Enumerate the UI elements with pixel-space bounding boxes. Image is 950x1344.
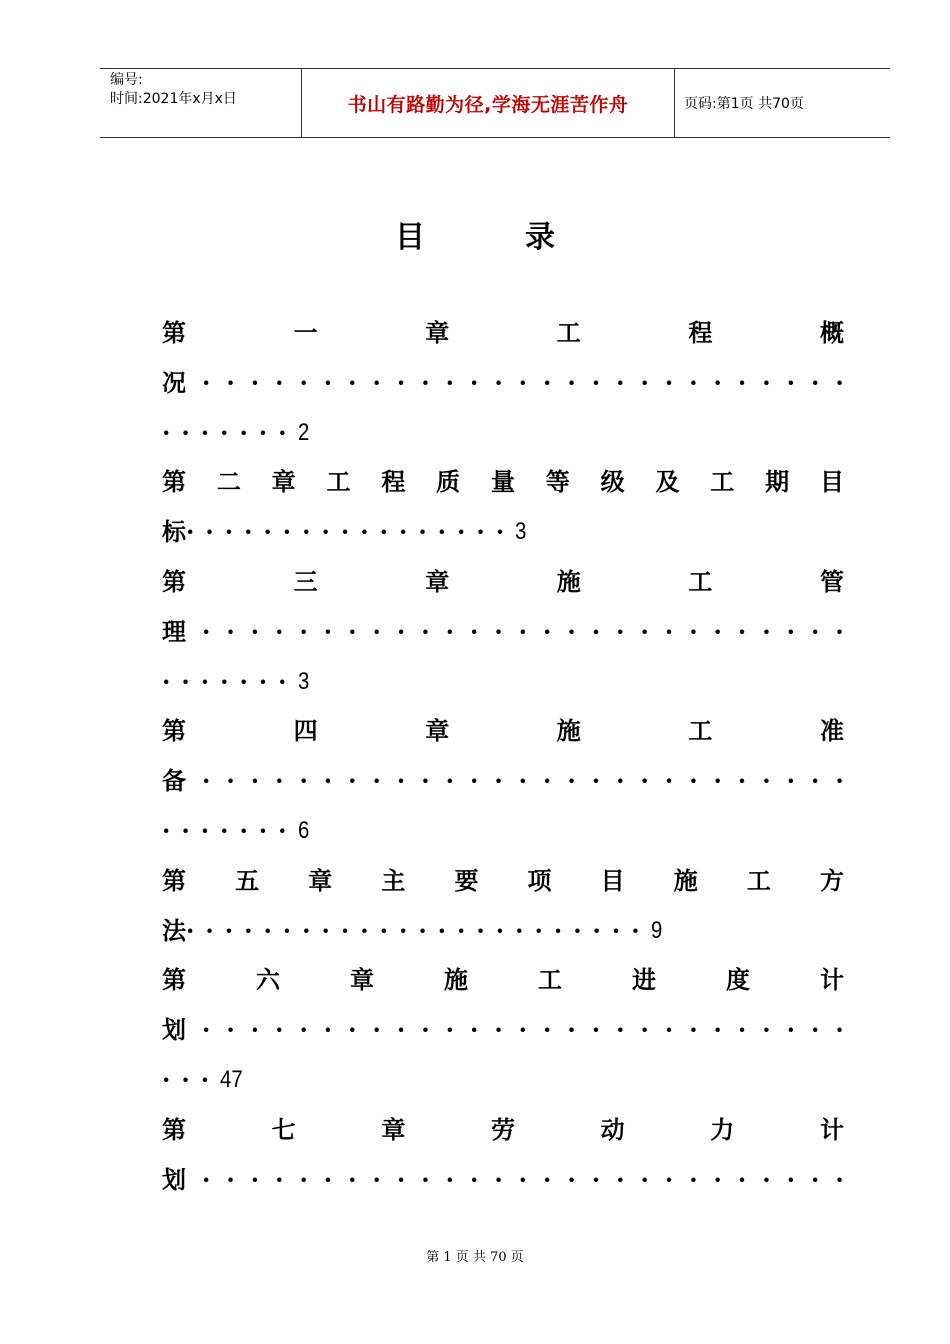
leader-dot: ·	[553, 916, 563, 945]
leader-dot: ·	[713, 1015, 722, 1044]
toc-page-number: 9	[650, 917, 662, 944]
leader-dot: ·	[226, 617, 235, 646]
leader-dot: ·	[437, 916, 447, 945]
leader-dot: ·	[258, 418, 268, 447]
leader-dot: ·	[244, 916, 253, 945]
leader-dot: ·	[282, 517, 292, 546]
leader-dot: ·	[457, 517, 466, 546]
toc-entry-char: 准	[819, 716, 844, 745]
leader-dot: ·	[162, 816, 171, 845]
leader-dot: ·	[379, 916, 388, 945]
leader-dot: ·	[372, 617, 381, 646]
toc-entry-char: 劳	[490, 1115, 515, 1144]
leader-dot: ·	[762, 1165, 771, 1194]
leader-dot: ·	[810, 766, 820, 795]
header-page-info: 页码:第1页 共70页	[684, 96, 804, 112]
toc-entry-char: 方	[819, 866, 844, 895]
leader-dot: ·	[202, 1165, 211, 1194]
leader-dot: ·	[591, 368, 601, 397]
leader-dot: ·	[494, 1165, 503, 1194]
toc-entry-char: 工	[688, 716, 713, 745]
leader-dot: ·	[181, 816, 190, 845]
leader-dot: ·	[348, 766, 357, 795]
toc-entry-1-page-line[interactable]	[162, 418, 844, 448]
leader-dot: ·	[421, 1165, 430, 1194]
toc-entry-char: 施	[444, 965, 468, 994]
toc-entry-char: 二	[216, 467, 241, 496]
leader-dot: ·	[786, 1165, 795, 1194]
leader-dot: ·	[664, 1015, 674, 1044]
leader-dot: ·	[162, 667, 171, 696]
leader-dot: ·	[181, 418, 190, 447]
leader-dot: ·	[250, 1165, 260, 1194]
leader-dot: ·	[689, 1165, 698, 1194]
leader-dot: ·	[640, 617, 649, 646]
toc-entry-char: 七	[271, 1115, 296, 1144]
leader-dot: ·	[396, 1165, 406, 1194]
leader-dot: ·	[418, 916, 427, 945]
toc-entry-char: 度	[726, 965, 750, 994]
leader-dot: ·	[543, 617, 552, 646]
leader-dot: ·	[534, 916, 543, 945]
leader-dot: ·	[239, 418, 248, 447]
leader-dot: ·	[476, 916, 485, 945]
leader-dot: ·	[515, 916, 524, 945]
leader-dot: ·	[494, 1015, 503, 1044]
leader-dot: ·	[348, 1165, 357, 1194]
leader-dot: ·	[810, 617, 820, 646]
toc-entry-char: 第	[162, 318, 186, 347]
leader-dot: ·	[469, 766, 479, 795]
toc-entry-char: 第	[162, 965, 186, 994]
toc-entry-char: 施	[556, 567, 581, 596]
leader-dot: ·	[220, 667, 229, 696]
toc-entry-2-leader-line[interactable]	[162, 517, 844, 547]
leader-dot: ·	[226, 1015, 235, 1044]
leader-dot: ·	[239, 667, 248, 696]
leader-dot: ·	[302, 517, 311, 546]
leader-dot: ·	[543, 368, 552, 397]
toc-entry-7-title-line[interactable]	[162, 1115, 844, 1145]
leader-dot: ·	[469, 1165, 479, 1194]
toc-entry-char: 工	[746, 866, 771, 895]
leader-dot: ·	[396, 368, 406, 397]
toc-entry-char: 施	[673, 866, 698, 895]
leader-dot: ·	[278, 418, 287, 447]
toc-entry-char: 况	[162, 368, 186, 397]
leader-dot: ·	[543, 1165, 552, 1194]
leader-dot: ·	[421, 1015, 430, 1044]
leader-dot: ·	[205, 517, 214, 546]
leader-dot: ·	[226, 1165, 235, 1194]
toc-entry-char: 理	[162, 617, 186, 646]
leader-dot: ·	[611, 916, 621, 945]
leader-dot: ·	[258, 667, 268, 696]
toc-entry-char: 等	[545, 467, 570, 496]
toc-entry-char: 工	[688, 567, 713, 596]
toc-entry-4-leader-line[interactable]	[162, 766, 844, 796]
leader-dot: ·	[202, 368, 211, 397]
leader-dot: ·	[202, 1015, 211, 1044]
toc-entry-2-title-line[interactable]	[162, 467, 844, 497]
leader-dot: ·	[275, 617, 284, 646]
leader-dot: ·	[340, 517, 350, 546]
leader-dot: ·	[810, 368, 820, 397]
leader-dot: ·	[398, 916, 408, 945]
leader-dot: ·	[640, 1165, 649, 1194]
leader-dot: ·	[616, 766, 625, 795]
leader-dot: ·	[340, 916, 350, 945]
page-footer: 第 1 页 共 70 页	[426, 1250, 524, 1265]
leader-dot: ·	[543, 1015, 552, 1044]
leader-dot: ·	[737, 617, 747, 646]
leader-dot: ·	[737, 1015, 747, 1044]
toc-entry-char: 章	[425, 318, 450, 347]
toc-entry-1-title-line[interactable]	[162, 318, 844, 348]
leader-dot: ·	[640, 766, 649, 795]
leader-dot: ·	[469, 368, 479, 397]
toc-entry-char: 管	[819, 567, 844, 596]
leader-dot: ·	[299, 1165, 308, 1194]
toc-entry-1-leader-line[interactable]	[162, 368, 844, 398]
leader-dot: ·	[835, 1165, 844, 1194]
leader-dot: ·	[418, 517, 427, 546]
toc-entry-6-page-line[interactable]	[162, 1065, 844, 1095]
leader-dot: ·	[220, 816, 229, 845]
toc-entry-char: 工	[326, 467, 351, 496]
leader-dot: ·	[616, 617, 625, 646]
leader-dot: ·	[786, 1015, 795, 1044]
leader-dot: ·	[835, 368, 844, 397]
toc-entry-char: 第	[162, 567, 186, 596]
leader-dot: ·	[445, 1165, 454, 1194]
leader-dot: ·	[567, 1165, 576, 1194]
leader-dot: ·	[445, 1015, 454, 1044]
leader-dot: ·	[200, 667, 210, 696]
leader-dot: ·	[592, 916, 601, 945]
leader-dot: ·	[664, 617, 674, 646]
toc-entry-char: 第	[162, 1115, 186, 1144]
toc-entry-char: 工	[556, 318, 581, 347]
leader-dot: ·	[518, 766, 528, 795]
leader-dot: ·	[835, 766, 844, 795]
page-title: 目录	[395, 220, 655, 255]
leader-dot: ·	[181, 1065, 190, 1094]
leader-dot: ·	[250, 1015, 260, 1044]
leader-dot: ·	[810, 1015, 820, 1044]
leader-dot: ·	[518, 617, 528, 646]
toc-page-number: 3	[515, 518, 527, 545]
leader-dot: ·	[263, 916, 272, 945]
toc-page-number: 3	[297, 668, 309, 695]
leader-dot: ·	[321, 916, 330, 945]
leader-dot: ·	[278, 667, 287, 696]
leader-dot: ·	[275, 1015, 284, 1044]
toc-entry-char: 第	[162, 467, 186, 496]
toc-entry-char: 项	[527, 866, 552, 895]
toc-page-number: 2	[297, 419, 309, 446]
toc-entry-char: 计	[819, 1115, 844, 1144]
leader-dot: ·	[689, 617, 698, 646]
leader-dot: ·	[631, 916, 640, 945]
leader-dot: ·	[664, 766, 674, 795]
toc-entry-char: 划	[162, 1165, 186, 1194]
leader-dot: ·	[299, 617, 308, 646]
leader-dot: ·	[573, 916, 582, 945]
leader-dot: ·	[737, 368, 747, 397]
toc-entry-char: 章	[425, 716, 450, 745]
leader-dot: ·	[737, 1165, 747, 1194]
leader-dot: ·	[786, 368, 795, 397]
leader-dot: ·	[664, 368, 674, 397]
toc-entry-char: 章	[381, 1115, 406, 1144]
leader-dot: ·	[664, 1165, 674, 1194]
leader-dot: ·	[186, 916, 195, 945]
leader-dot: ·	[200, 1065, 210, 1094]
toc-entry-char: 第	[162, 716, 186, 745]
leader-dot: ·	[494, 766, 503, 795]
toc-entry-char: 章	[350, 965, 374, 994]
leader-dot: ·	[226, 766, 235, 795]
leader-dot: ·	[457, 916, 466, 945]
leader-dot: ·	[200, 816, 210, 845]
toc-entry-char: 法	[162, 916, 186, 945]
leader-dot: ·	[543, 766, 552, 795]
leader-dot: ·	[323, 1165, 333, 1194]
leader-dot: ·	[762, 1015, 771, 1044]
toc-entry-char: 质	[436, 467, 461, 496]
toc-entry-char: 计	[820, 965, 844, 994]
leader-dot: ·	[348, 617, 357, 646]
leader-dot: ·	[302, 916, 311, 945]
leader-dot: ·	[616, 1165, 625, 1194]
toc-entry-3-page-line[interactable]	[162, 667, 844, 697]
leader-dot: ·	[616, 368, 625, 397]
toc-entry-char: 备	[162, 766, 186, 795]
leader-dot: ·	[786, 766, 795, 795]
toc-page-number: 47	[220, 1066, 243, 1093]
leader-dot: ·	[396, 1015, 406, 1044]
toc-entry-char: 施	[556, 716, 581, 745]
leader-dot: ·	[737, 766, 747, 795]
leader-dot: ·	[244, 517, 253, 546]
leader-dot: ·	[181, 667, 190, 696]
toc-entry-char: 动	[600, 1115, 625, 1144]
header-motto: 书山有路勤为径,学海无涯苦作舟	[302, 69, 675, 137]
leader-dot: ·	[258, 816, 268, 845]
document-number-label: 编号:	[110, 72, 143, 88]
toc-entry-char: 一	[293, 318, 318, 347]
leader-dot: ·	[250, 617, 260, 646]
toc-entry-char: 第	[162, 866, 186, 895]
leader-dot: ·	[445, 766, 454, 795]
leader-dot: ·	[323, 766, 333, 795]
toc-entry-char: 期	[765, 467, 790, 496]
toc-entry-char: 目	[819, 467, 844, 496]
leader-dot: ·	[275, 368, 284, 397]
leader-dot: ·	[321, 517, 330, 546]
leader-dot: ·	[323, 1015, 333, 1044]
leader-dot: ·	[762, 617, 771, 646]
leader-dot: ·	[396, 766, 406, 795]
leader-dot: ·	[445, 617, 454, 646]
toc-page-number: 6	[297, 817, 309, 844]
leader-dot: ·	[567, 1015, 576, 1044]
leader-dot: ·	[202, 617, 211, 646]
leader-dot: ·	[372, 1165, 381, 1194]
leader-dot: ·	[567, 766, 576, 795]
leader-dot: ·	[360, 517, 369, 546]
leader-dot: ·	[398, 517, 408, 546]
leader-dot: ·	[282, 916, 292, 945]
leader-dot: ·	[421, 766, 430, 795]
toc-entry-char: 及	[655, 467, 680, 496]
leader-dot: ·	[689, 368, 698, 397]
leader-dot: ·	[495, 517, 505, 546]
leader-dot: ·	[162, 1065, 171, 1094]
leader-dot: ·	[396, 617, 406, 646]
leader-dot: ·	[762, 766, 771, 795]
leader-dot: ·	[713, 368, 722, 397]
toc-entry-char: 工	[538, 965, 562, 994]
toc-entry-char: 章	[271, 467, 296, 496]
leader-dot: ·	[762, 368, 771, 397]
leader-dot: ·	[616, 1015, 625, 1044]
leader-dot: ·	[421, 617, 430, 646]
toc-entry-char: 五	[235, 866, 260, 895]
toc-entry-char: 四	[293, 716, 318, 745]
toc-entry-char: 六	[256, 965, 280, 994]
leader-dot: ·	[299, 1015, 308, 1044]
leader-dot: ·	[224, 517, 234, 546]
leader-dot: ·	[835, 617, 844, 646]
leader-dot: ·	[239, 816, 248, 845]
leader-dot: ·	[518, 1015, 528, 1044]
leader-dot: ·	[202, 766, 211, 795]
leader-dot: ·	[162, 418, 171, 447]
leader-dot: ·	[275, 766, 284, 795]
leader-dot: ·	[495, 916, 505, 945]
toc-entry-5-title-line[interactable]	[162, 866, 844, 896]
toc-entry-char: 划	[162, 1015, 186, 1044]
toc-entry-3-title-line[interactable]	[162, 567, 844, 597]
leader-dot: ·	[372, 1015, 381, 1044]
toc-entry-char: 三	[293, 567, 318, 596]
toc-entry-6-leader-line[interactable]	[162, 1015, 844, 1045]
toc-entry-4-title-line[interactable]	[162, 716, 844, 746]
leader-dot: ·	[567, 368, 576, 397]
leader-dot: ·	[299, 368, 308, 397]
leader-dot: ·	[476, 517, 485, 546]
toc-entry-char: 进	[632, 965, 656, 994]
leader-dot: ·	[713, 617, 722, 646]
toc-entry-5-leader-line[interactable]	[162, 916, 844, 946]
leader-dot: ·	[445, 368, 454, 397]
leader-dot: ·	[275, 1165, 284, 1194]
leader-dot: ·	[372, 368, 381, 397]
header-meta	[100, 69, 302, 137]
leader-dot: ·	[299, 766, 308, 795]
toc-entry-char: 要	[454, 866, 479, 895]
toc-entry-char: 主	[381, 866, 406, 895]
leader-dot: ·	[250, 368, 260, 397]
leader-dot: ·	[591, 766, 601, 795]
leader-dot: ·	[469, 1015, 479, 1044]
leader-dot: ·	[250, 766, 260, 795]
leader-dot: ·	[786, 617, 795, 646]
leader-dot: ·	[224, 916, 234, 945]
toc-entry-char: 量	[490, 467, 515, 496]
leader-dot: ·	[323, 368, 333, 397]
leader-dot: ·	[494, 617, 503, 646]
leader-dot: ·	[278, 816, 287, 845]
leader-dot: ·	[640, 368, 649, 397]
leader-dot: ·	[518, 1165, 528, 1194]
toc-entry-char: 程	[688, 318, 713, 347]
leader-dot: ·	[360, 916, 369, 945]
leader-dot: ·	[591, 617, 601, 646]
leader-dot: ·	[713, 1165, 722, 1194]
toc-entry-char: 章	[425, 567, 450, 596]
toc-entry-char: 章	[308, 866, 333, 895]
leader-dot: ·	[186, 517, 195, 546]
toc-entry-char: 概	[819, 318, 844, 347]
toc-entry-char: 工	[710, 467, 735, 496]
toc-entry-6-title-line[interactable]	[162, 965, 844, 995]
leader-dot: ·	[372, 766, 381, 795]
toc-entry-char: 目	[600, 866, 625, 895]
leader-dot: ·	[205, 916, 214, 945]
leader-dot: ·	[810, 1165, 820, 1194]
leader-dot: ·	[518, 368, 528, 397]
leader-dot: ·	[220, 418, 229, 447]
toc-entry-3-leader-line[interactable]	[162, 617, 844, 647]
leader-dot: ·	[591, 1015, 601, 1044]
toc-entry-char: 力	[710, 1115, 735, 1144]
leader-dot: ·	[567, 617, 576, 646]
toc-entry-char: 标	[162, 517, 186, 546]
leader-dot: ·	[689, 1015, 698, 1044]
leader-dot: ·	[437, 517, 447, 546]
leader-dot: ·	[226, 368, 235, 397]
toc-entry-char: 程	[381, 467, 406, 496]
leader-dot: ·	[348, 368, 357, 397]
leader-dot: ·	[689, 766, 698, 795]
toc-entry-char: 级	[600, 467, 625, 496]
leader-dot: ·	[835, 1015, 844, 1044]
leader-dot: ·	[713, 766, 722, 795]
leader-dot: ·	[640, 1015, 649, 1044]
leader-dot: ·	[469, 617, 479, 646]
leader-dot: ·	[263, 517, 272, 546]
toc-entry-7-leader-line[interactable]	[162, 1165, 844, 1195]
leader-dot: ·	[379, 517, 388, 546]
leader-dot: ·	[421, 368, 430, 397]
page-header	[100, 68, 890, 138]
leader-dot: ·	[348, 1015, 357, 1044]
toc-entry-4-page-line[interactable]	[162, 816, 844, 846]
leader-dot: ·	[591, 1165, 601, 1194]
leader-dot: ·	[200, 418, 210, 447]
document-time-label: 时间:2021年x月x日	[110, 91, 237, 107]
leader-dot: ·	[323, 617, 333, 646]
leader-dot: ·	[494, 368, 503, 397]
